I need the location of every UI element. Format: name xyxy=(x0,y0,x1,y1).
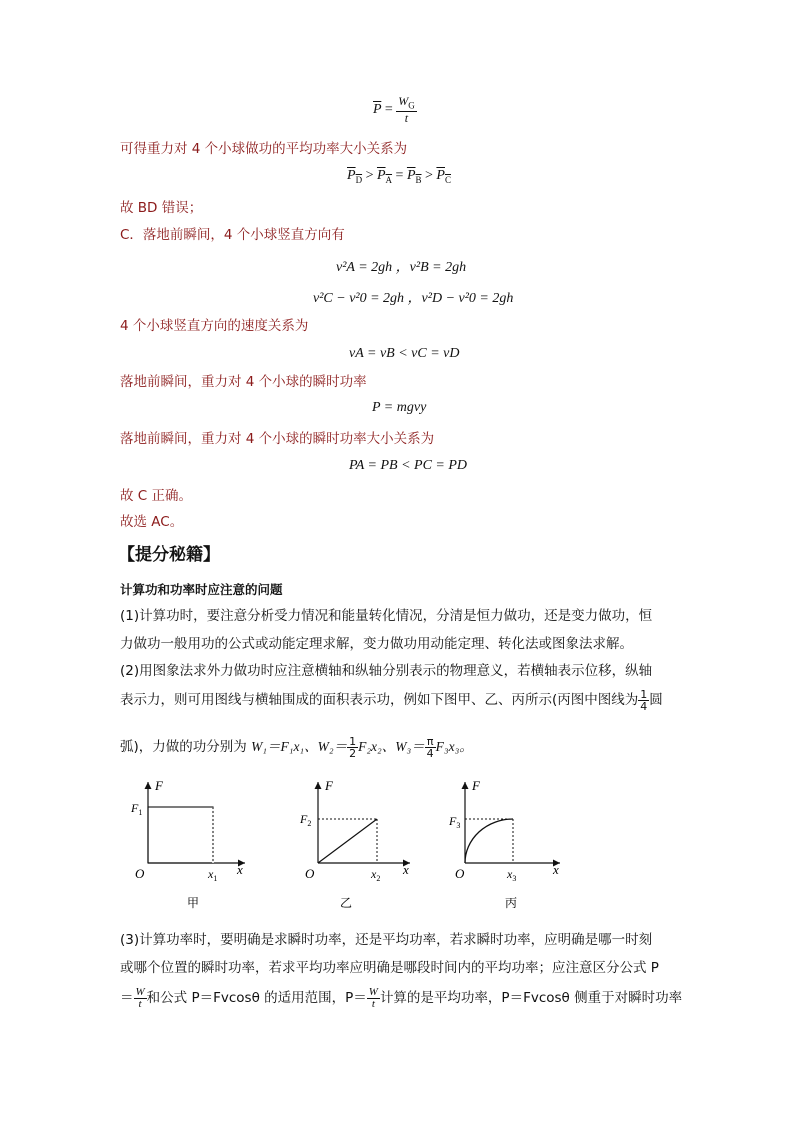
line-c-correct: 故 C 正确。 xyxy=(120,488,193,504)
para-3a: (3)计算功率时，要明确是求瞬时功率，还是平均功率，若求瞬时功率，应明确是哪一时刻 xyxy=(120,932,653,948)
line-instant-power: 落地前瞬间，重力对 4 个小球的瞬时功率 xyxy=(120,374,367,390)
eq1-num: W xyxy=(398,94,409,108)
line-avg-power-relation: 可得重力对 4 个小球做功的平均功率大小关系为 xyxy=(120,141,408,157)
para-1b: 力做功一般用功的公式或动能定理求解，变力做功用动能定理、转化法或图象法求解。 xyxy=(120,636,633,652)
graph-jia xyxy=(130,778,245,910)
eq1-fraction xyxy=(396,95,417,124)
svg-text:F3: $F_3$ xyxy=(449,814,461,830)
force-displacement-graphs xyxy=(115,770,575,920)
quarter-fraction: $\frac{1}{4}$ xyxy=(640,687,648,713)
section-heading: 【提分秘籍】 xyxy=(118,545,220,565)
line-instant-power-relation: 落地前瞬间，重力对 4 个小球的瞬时功率大小关系为 xyxy=(120,431,435,447)
graph-yi-label: 乙 xyxy=(340,896,353,910)
svg-text:x3: $x_3$ xyxy=(507,867,517,883)
eq-speed-relation: vA = vB < vC = vD xyxy=(349,346,460,361)
graph-jia-origin: O xyxy=(135,866,145,881)
eq-vertical-a: v²A = 2gh ，v²B = 2gh xyxy=(336,260,467,275)
graph-jia-x-axis: x xyxy=(237,862,243,877)
eq-instant-power: P = mgvy xyxy=(372,400,427,415)
section-subhead: 计算功和功率时应注意的问题 xyxy=(120,582,283,597)
svg-text:x1: $x_1$ xyxy=(208,867,218,883)
line-c-vertical: C．落地前瞬间，4 个小球竖直方向有 xyxy=(120,227,345,243)
svg-text:O: O xyxy=(305,866,315,881)
eq1-den: t xyxy=(404,111,409,126)
svg-text:x: x xyxy=(553,862,559,877)
line-bd-wrong: 故 BD 错误； xyxy=(120,200,203,216)
svg-text:O: O xyxy=(455,866,465,881)
graph-jia-label: 甲 xyxy=(187,896,200,910)
svg-text:F1: $F_1$ xyxy=(131,801,143,817)
svg-text:F: F xyxy=(325,778,333,793)
para-2a: (2)用图象法求外力做功时应注意横轴和纵轴分别表示的物理意义，若横轴表示位移，纵轴 xyxy=(120,663,653,679)
line-choose-ac: 故选 AC。 xyxy=(120,514,184,530)
line-vertical-speed: 4 个小球竖直方向的速度关系为 xyxy=(120,318,309,334)
para-3c: ＝ $\frac{W}{t}$ 和公式 P＝Fvcosθ 的适用范围，P＝ $\frac{W}{t}$ 计算的是平均功率，P＝Fvcosθ 侧重于对瞬时功率 xyxy=(120,985,683,1010)
eq-instant-relation: PA = PB < PC = PD xyxy=(349,458,468,473)
svg-text:x: x xyxy=(403,862,409,877)
para-2b: 表示力，则可用图线与横轴围成的面积表示功，例如下图甲、乙、丙所示(丙图中图线为 $\frac{1}{4}$ 圆 xyxy=(120,687,663,713)
eq1-lhs: $\overline{P}$ xyxy=(373,101,382,117)
graph-bing-label: 丙 xyxy=(505,896,518,910)
graph-jia-y-axis: F xyxy=(155,778,163,793)
para-1a: (1)计算功时，要注意分析受力情况和能量转化情况，分清是恒力做功，还是变力做功，恒 xyxy=(120,608,653,624)
graph-yi xyxy=(299,778,410,910)
para-3b: 或哪个位置的瞬时功率，若求平均功率应明确是哪段时间内的平均功率；应注意区分公式 P xyxy=(120,960,659,976)
para-2c: 弧)，力做的功分别为 W₁＝F₁x₁、W₂＝ $\frac{1}{2}$ F₂x₂、W₃＝ $\frac{\pi}{4}$ F₃x₃。 xyxy=(120,734,473,760)
svg-text:F: F xyxy=(472,778,480,793)
eq-average-power: $\overline{P}$ = $\frac{W_G}{t}$ xyxy=(373,94,415,126)
graph-bing xyxy=(448,778,560,910)
eq1-num-sub: G xyxy=(408,100,415,111)
svg-text:x2: $x_2$ xyxy=(371,867,381,883)
eq-power-compare: $P_D > P_A = P_B > P_C$ xyxy=(347,168,451,185)
eq-vertical-b: v²C − v²0 = 2gh ，v²D − v²0 = 2gh xyxy=(313,291,514,306)
svg-text:F2: $F_2$ xyxy=(300,812,312,828)
